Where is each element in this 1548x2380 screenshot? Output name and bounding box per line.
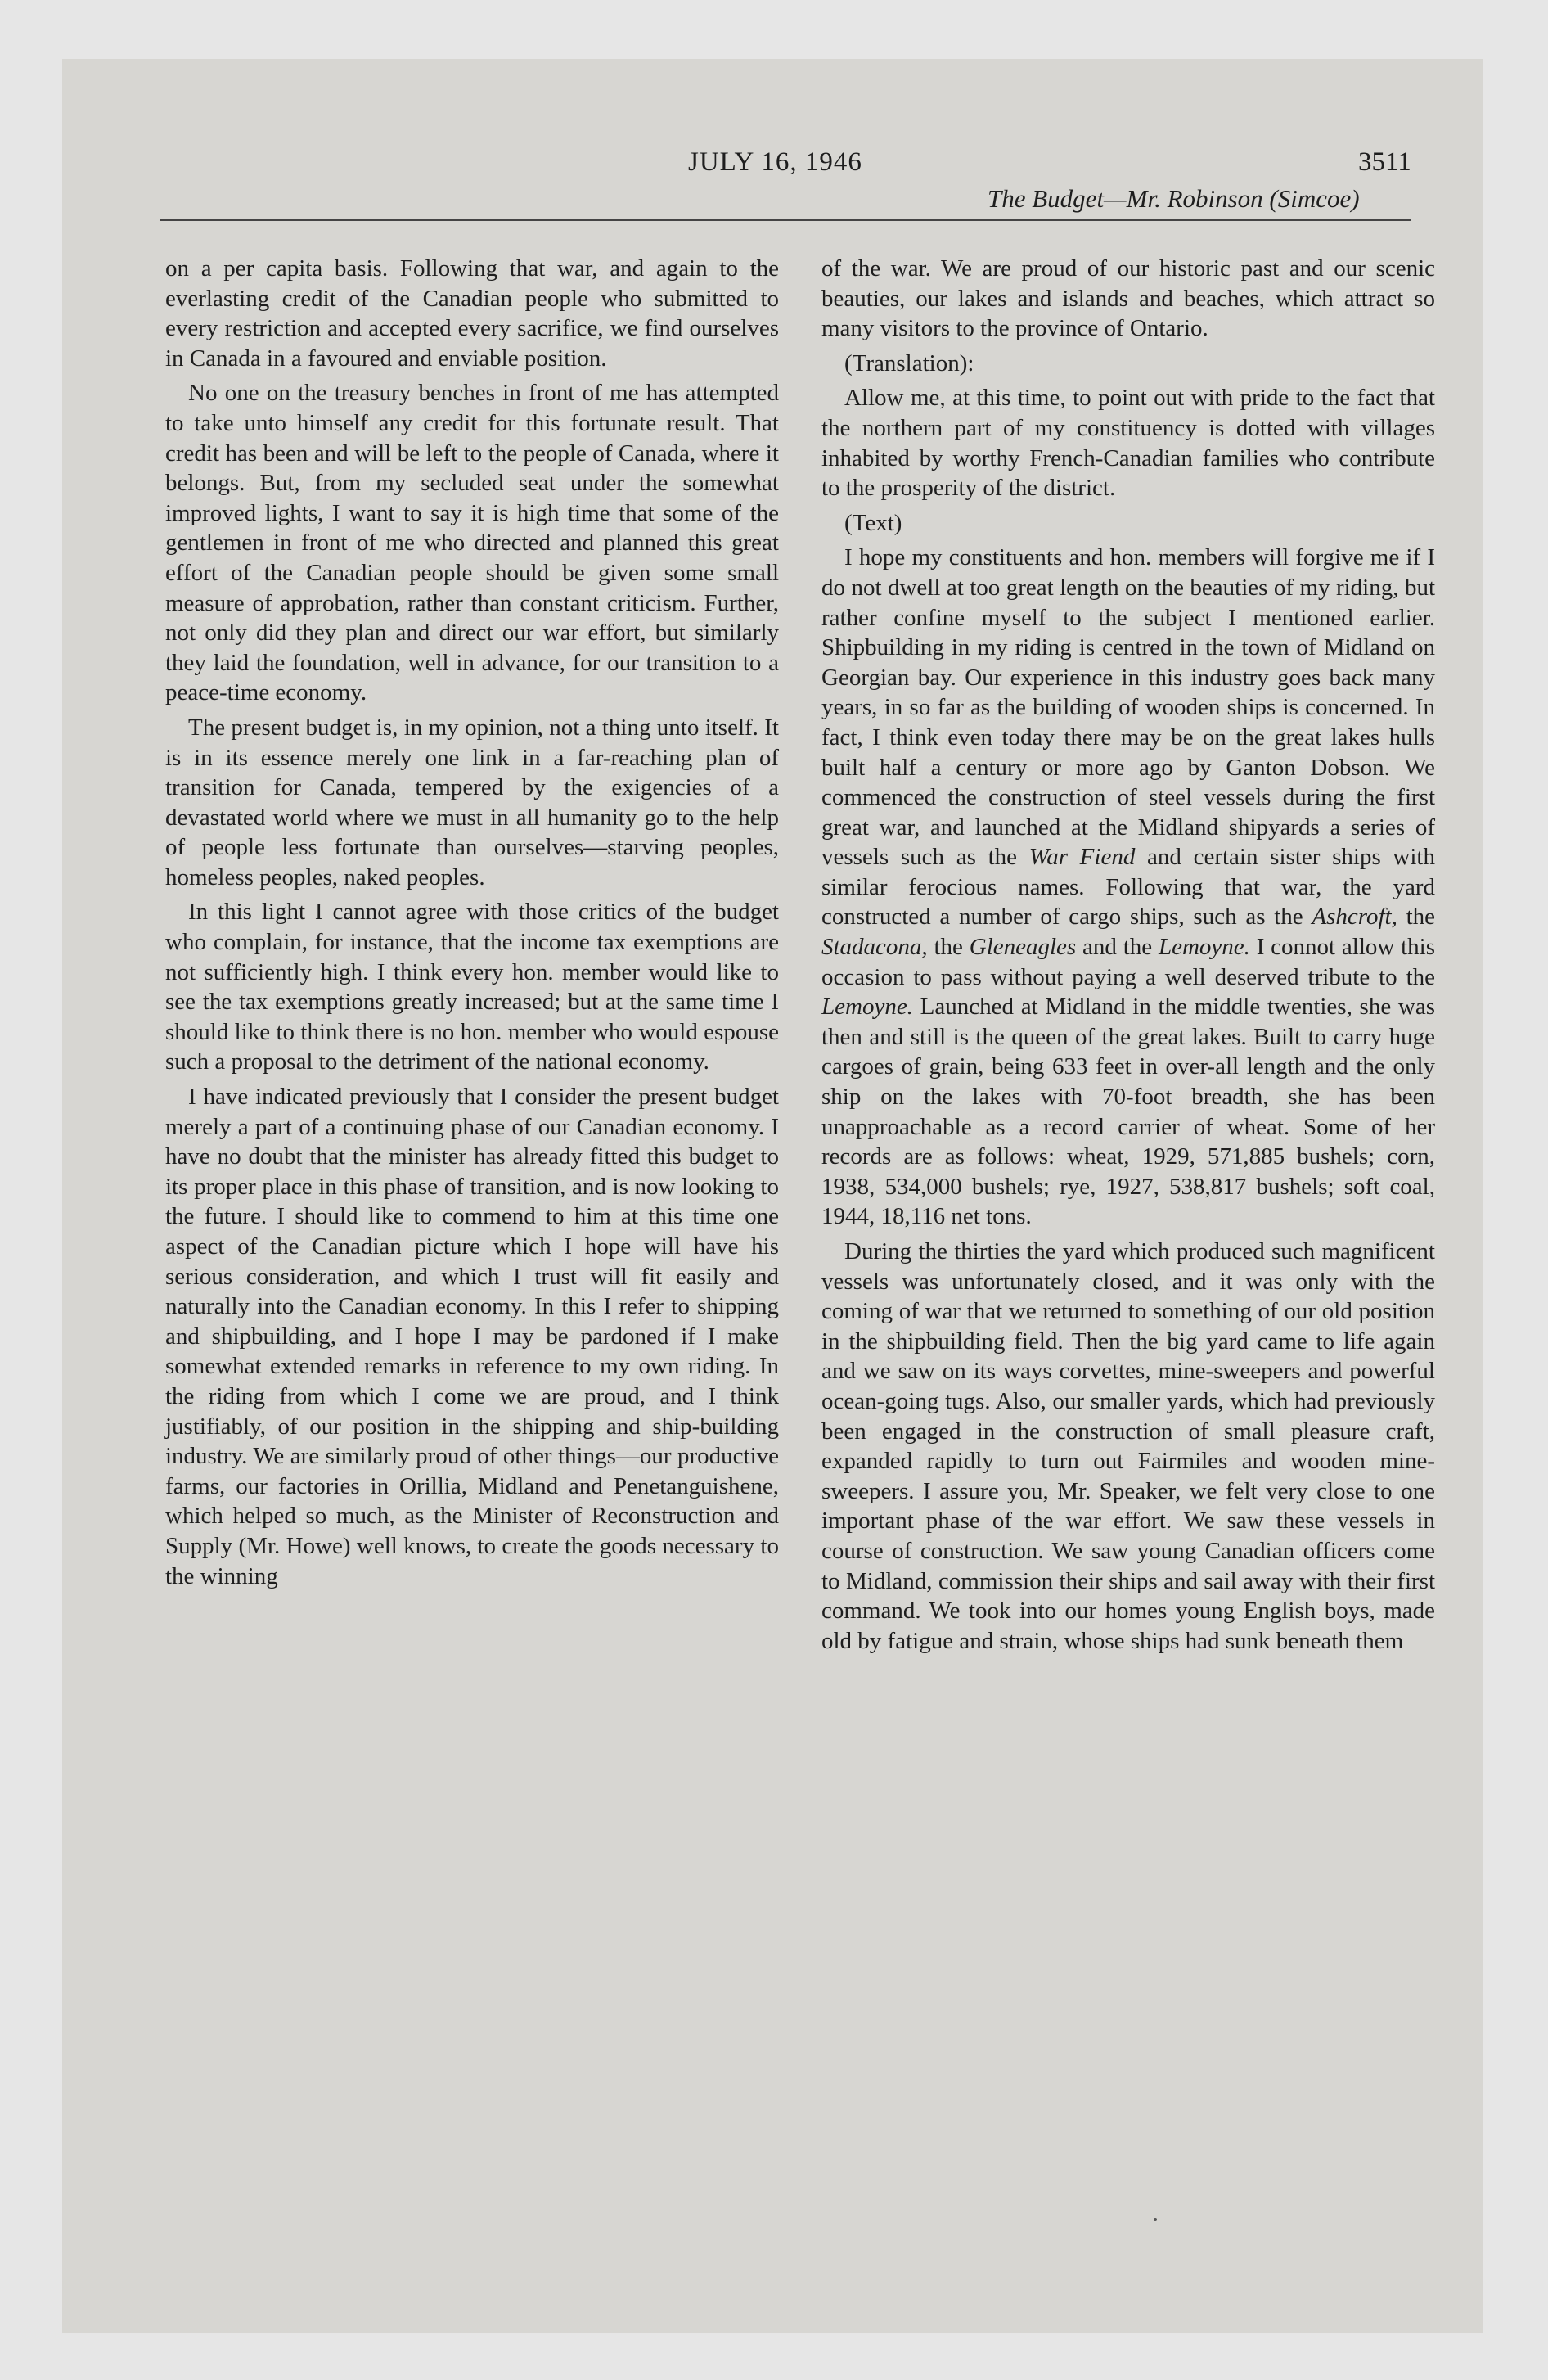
paragraph-text: and certain sister ships with similar ferocious names. Following that war, the yard constructed a number of cargo ships, such as the: [821, 844, 1435, 931]
ship-name: Gleneagles: [969, 934, 1077, 961]
ship-name: War Fiend: [1028, 844, 1136, 871]
right-column: [821, 254, 1435, 1656]
header-page-number: 3511: [1358, 147, 1411, 177]
translation-label: (Translation):: [844, 349, 974, 376]
paragraph-text: and the: [1082, 934, 1153, 961]
paragraph: on a per capita basis. Following that war, and again to the everlasting credit of the Canadian people who submitted to every restriction and accepted every sacrifice, we find ourselves in Canada in a favoured and enviable position.: [165, 255, 779, 372]
paragraph-text: I connot allow this occasion to pass without paying a well deserved tribute to the: [821, 934, 1436, 990]
paragraph: [821, 543, 1435, 1232]
paragraph-text: I hope my constituents and hon. members will forgive me if I do not dwell at too great length on the beauties of my riding, but rather confine myself to the subject I mentioned earlier. Shipbuilding in my riding is centred in the town of Midland on Georgian bay. Our experience in this industry goes back many years, in so far as the building of wooden ships is concerned. In fact, I think even today there may be on the great lakes hulls built half a century or more ago by Ganton Dobson. We commenced the construction of steel vessels during the first great war, and launched at the Midland shipyards a series of vessels such as the: [821, 544, 1435, 871]
header-date: JULY 16, 1946: [688, 147, 862, 177]
paragraph: No one on the treasury benches in front of me has attempted to take unto himself any credit for this fortunate result. That credit has been and will be left to the people of Canada, where it belongs. But, from my secluded seat under the somewhat improved lights, I want to say it is high time that some of the gentlemen in front of me who directed and planned this great effort of the Canadian people should be given some small measure of approbation, rather than constant criticism. Further, not only did they plan and direct our war effort, but similarly they laid the foundation, well in advance, for our transition to a peace-time economy.: [165, 380, 779, 706]
scan-speck: [1154, 2218, 1157, 2221]
header-subtitle: The Budget—Mr. Robinson (Simcoe): [988, 184, 1360, 213]
ship-name: Lemoyne.: [1158, 934, 1250, 961]
ship-name: Stadacona,: [821, 934, 928, 961]
paragraph: I have indicated previously that I consider the present budget merely a part of a continuing phase of our Canadian economy. I have no doubt that the minister has already fitted this budget to its proper place in this phase of transition, and is now looking to the future. I should like to commend to him at this time one aspect of the Canadian picture which I hope will have his serious consideration, and which I trust will fit easily and naturally into the Canadian economy. In this I refer to shipping and shipbuilding, and I hope I may be pardoned if I make somewhat extended remarks in reference to my own riding. In the riding from which I come we are proud, and I think justifiably, of our position in the shipping and ship-building industry. We are similarly proud of other things—our productive farms, our factories in Orillia, Midland and Penetanguishene, which helped so much, as the Minister of Reconstruction and Supply (Mr. Howe) well knows, to create the goods necessary to the winning: [165, 1084, 779, 1589]
left-column: [165, 254, 779, 1591]
paragraph-text: Launched at Midland in the middle twenties, she was then and still is the queen of the great lakes. Built to carry huge cargoes of grain, being 633 feet in over-all length and the only ship on the lakes with 70-foot breadth, she has been unapproachable as a record carrier of wheat. Some of her records are as follows: wheat, 1929, 571,885 bushels; corn, 1938, 534,000 bushels; rye, 1927, 538,817 bushels; soft coal, 1944, 18,116 net tons.: [821, 994, 1436, 1230]
paragraph: During the thirties the yard which produced such magnificent vessels was unfortunately closed, and it was only with the coming of war that we returned to something of our old position in the shipbuilding field. Then the big yard came to life again and we saw on its ways corvettes, mine-sweepers and powerful ocean-going tugs. Also, our smaller yards, which had previously been engaged in the construction of small pleasure craft, expanded rapidly to turn out Fairmiles and wooden mine-sweepers. I assure you, Mr. Speaker, we felt very close to one important phase of the war effort. We saw these vessels in course of construction. We saw young Canadian officers come to Midland, commission their ships and sail away with their first command. We took into our homes young English boys, made old by fatigue and strain, whose ships had sunk beneath them: [821, 1238, 1435, 1654]
text-label: (Text): [844, 509, 902, 536]
paragraph-text: the: [934, 934, 963, 961]
paragraph: of the war. We are proud of our historic past and our scenic beauties, our lakes and islands and beaches, which attract so many visitors to the province of Ontario.: [821, 255, 1435, 342]
ship-name: Lemoyne.: [821, 994, 913, 1021]
ship-name: Ashcroft,: [1312, 904, 1397, 931]
header-rule: [160, 219, 1411, 221]
paragraph-text: the: [1406, 904, 1435, 931]
paragraph: In this light I cannot agree with those critics of the budget who complain, for instance, that the income tax exemptions are not sufficiently high. I think every hon. member would like to see the tax exemptions greatly increased; but at the same time I should like to think there is no hon. member who would espouse such a proposal to the detriment of the national economy.: [165, 899, 779, 1075]
paragraph: Allow me, at this time, to point out with pride to the fact that the northern part of my constituency is dotted with villages inhabited by worthy French-Canadian families who contribute to the prosperity of the district.: [821, 385, 1435, 502]
paragraph: The present budget is, in my opinion, not a thing unto itself. It is in its essence merely one link in a far-reaching plan of transition for Canada, tempered by the exigencies of a devastated world where we must in all humanity go to the help of people less fortunate than ourselves—starving peoples, homeless peoples, naked peoples.: [165, 714, 779, 890]
